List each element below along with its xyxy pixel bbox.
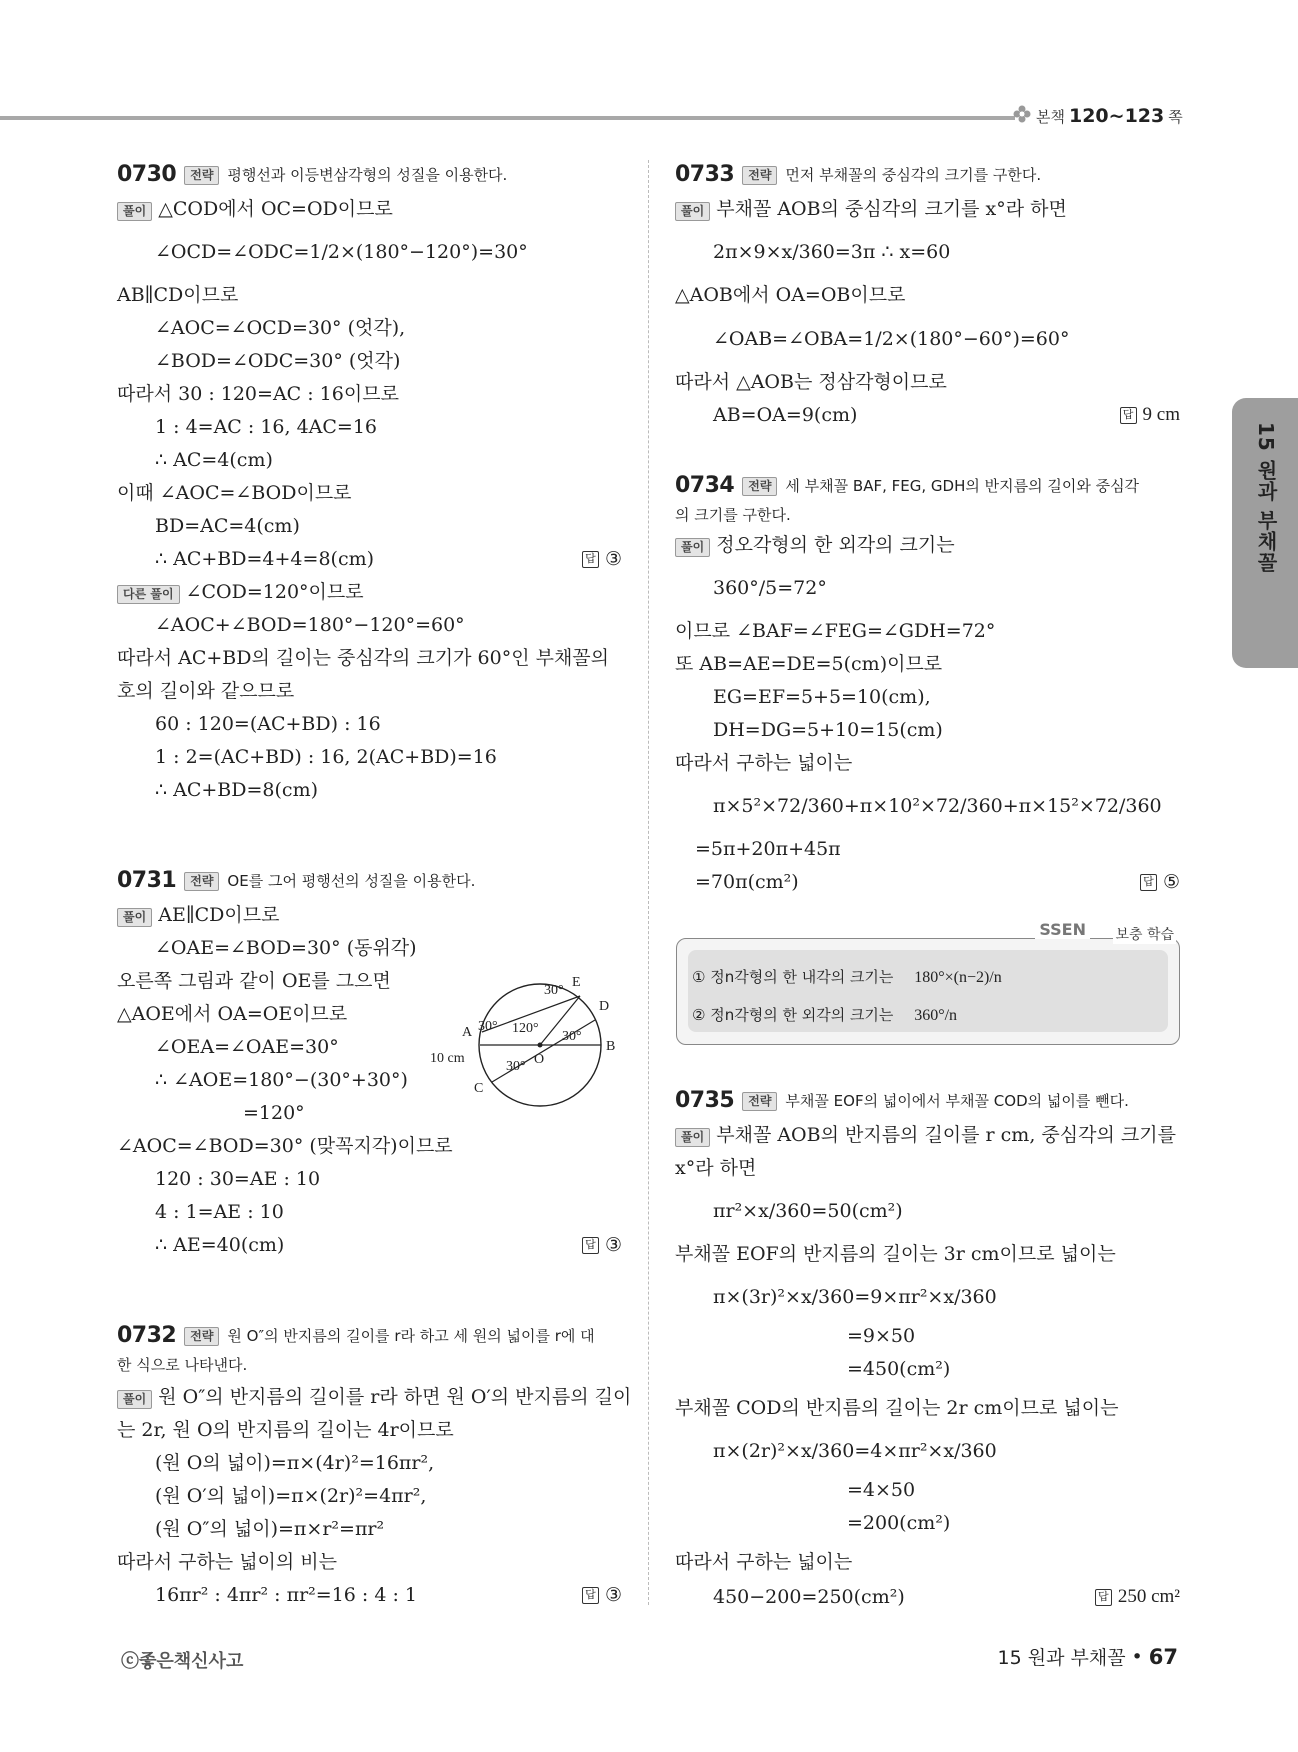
fig-angle-label: 30° xyxy=(544,983,564,998)
solution-line: =450(cm²) xyxy=(847,1358,951,1380)
solution-line: 부채꼴 COD의 반지름의 길이는 2r cm이므로 넓이는 xyxy=(675,1397,1119,1419)
strategy-text: 먼저 부채꼴의 중심각의 크기를 구한다. xyxy=(785,166,1042,184)
strategy-text-cont: 의 크기를 구한다. xyxy=(675,506,791,524)
solution-line: (원 O′의 넓이)=π×(2r)²=4πr², xyxy=(155,1485,427,1507)
solution-line: 는 2r, 원 O의 반지름의 길이는 4r이므로 xyxy=(117,1419,454,1441)
solution-line: 풀이 부채꼴 AOB의 반지름의 길이를 r cm, 중심각의 크기를 xyxy=(675,1122,1176,1148)
solution-line: ∴ AC=4(cm) xyxy=(155,449,273,471)
problem-number: 0732 xyxy=(117,1323,177,1348)
alt-solution-line: ∴ AC+BD=8(cm) xyxy=(155,779,318,801)
solution-line: =9×50 xyxy=(847,1325,916,1347)
solution-line: AB∥CD이므로 xyxy=(117,284,239,306)
fig-point-label: D xyxy=(599,999,610,1014)
ssen-supplement-box xyxy=(676,920,1180,1045)
solution-line: ∴ AC+BD=4+4=8(cm) xyxy=(155,548,375,570)
solution-line: ∴ ∠AOE=180°−(30°+30°) xyxy=(155,1069,408,1091)
fig-point-label: O xyxy=(534,1052,545,1067)
answer-0732: 답 ③ xyxy=(582,1584,622,1607)
strategy-text: 평행선과 이등변삼각형의 성질을 이용한다. xyxy=(227,166,508,184)
solution-line: △AOB에서 OA=OB이므로 xyxy=(675,284,906,306)
solution-line: 4 : 1=AE : 10 xyxy=(155,1201,284,1223)
answer-0735: 답 250 cm² xyxy=(1095,1586,1180,1608)
solution-line: ∠AOC=∠BOD=30° (맞꼭지각)이므로 xyxy=(117,1135,453,1157)
strategy-text: 원 O″의 반지름의 길이를 r라 하고 세 원의 넓이를 r에 대 xyxy=(227,1327,595,1345)
solution-line: 풀이 AE∥CD이므로 xyxy=(117,902,279,928)
solution-line: ∠OAE=∠BOD=30° (동위각) xyxy=(155,937,417,959)
solution-line: ∠OEA=∠OAE=30° xyxy=(155,1036,339,1058)
header-range: 120~123 xyxy=(1068,105,1165,127)
solution-line: 따라서 △AOB는 정삼각형이므로 xyxy=(675,371,947,393)
page-number: 67 xyxy=(1148,1644,1178,1669)
alt-solution-tag: 다른 풀이 xyxy=(117,585,180,604)
solution-line: AB=OA=9(cm) xyxy=(713,404,858,426)
fig-point-label: E xyxy=(572,975,581,990)
solution-line: ∠OCD=∠ODC=1/2×(180°−120°)=30° xyxy=(155,241,528,263)
alt-solution-line: 60 : 120=(AC+BD) : 16 xyxy=(155,713,381,735)
solution-line: 풀이 정오각형의 한 외각의 크기는 xyxy=(675,532,955,558)
strategy-tag: 전략 xyxy=(184,166,219,185)
fig-point-label: A xyxy=(462,1025,473,1040)
fig-angle-label: 120° xyxy=(512,1021,539,1036)
solution-line: BD=AC=4(cm) xyxy=(155,515,300,537)
problem-0735-header xyxy=(675,1088,1129,1114)
answer-icon: 답 xyxy=(1140,874,1157,891)
solution-line: ∠BOD=∠ODC=30° (엇각) xyxy=(155,350,401,372)
solution-line: 오른쪽 그림과 같이 OE를 그으면 xyxy=(117,970,391,992)
solution-line: πr²×x/360=50(cm²) xyxy=(713,1200,903,1222)
strategy-tag: 전략 xyxy=(742,1092,777,1111)
ssen-row-1: ① 정n각형의 한 내각의 크기는 180°×(n−2)/n xyxy=(692,968,1002,986)
strategy-tag: 전략 xyxy=(184,872,219,891)
solution-tag: 풀이 xyxy=(117,908,152,927)
column-divider xyxy=(648,160,649,1605)
alt-solution-line: 다른 풀이 ∠COD=120°이므로 xyxy=(117,579,364,605)
solution-line: 2π×9×x/360=3π ∴ x=60 xyxy=(713,241,951,263)
footer-chapter: 15 원과 부채꼴 xyxy=(997,1647,1126,1669)
solution-tag: 풀이 xyxy=(675,202,710,221)
answer-0733: 답 9 cm xyxy=(1120,404,1180,426)
solution-line: 1 : 4=AC : 16, 4AC=16 xyxy=(155,416,378,438)
answer-icon: 답 xyxy=(1120,407,1137,424)
solution-tag: 풀이 xyxy=(117,1390,152,1409)
solution-line: π×5²×72/360+π×10²×72/360+π×15²×72/360 xyxy=(713,795,1162,817)
solution-tag: 풀이 xyxy=(675,538,710,557)
solution-line: 360°/5=72° xyxy=(713,577,827,599)
solution-line: π×(3r)²×x/360=9×πr²×x/360 xyxy=(713,1286,997,1308)
solution-line: =70π(cm²) xyxy=(695,871,799,893)
chapter-side-tab xyxy=(1232,398,1298,668)
solution-line: =4×50 xyxy=(847,1479,916,1501)
solution-line: 따라서 구하는 넓이의 비는 xyxy=(117,1551,338,1573)
answer-0731: 답 ③ xyxy=(582,1234,622,1257)
solution-line: =5π+20π+45π xyxy=(695,838,841,860)
alt-solution-line: 호의 길이와 같으므로 xyxy=(117,680,295,702)
answer-0734: 답 ⑤ xyxy=(1140,871,1180,894)
problem-number: 0731 xyxy=(117,868,177,893)
solution-line: ∴ AE=40(cm) xyxy=(155,1234,285,1256)
flower-icon xyxy=(1012,104,1032,128)
solution-tag: 풀이 xyxy=(675,1128,710,1147)
solution-line: π×(2r)²×x/360=4×πr²×x/360 xyxy=(713,1440,997,1462)
solution-line: 120 : 30=AE : 10 xyxy=(155,1168,321,1190)
solution-line: 16πr² : 4πr² : πr²=16 : 4 : 1 xyxy=(155,1584,418,1606)
answer-0730: 답 ③ xyxy=(582,548,622,571)
footer-separator: • xyxy=(1131,1645,1143,1668)
solution-line: (원 O의 넓이)=π×(4r)²=16πr², xyxy=(155,1452,435,1474)
solution-line: 부채꼴 EOF의 반지름의 길이는 3r cm이므로 넓이는 xyxy=(675,1243,1116,1265)
problem-0731-header xyxy=(117,868,475,894)
answer-icon: 답 xyxy=(582,551,599,568)
solution-line: =120° xyxy=(243,1102,305,1124)
answer-icon: 답 xyxy=(582,1587,599,1604)
alt-solution-line: 따라서 AC+BD의 길이는 중심각의 크기가 60°인 부채꼴의 xyxy=(117,647,610,669)
fig-angle-label: 30° xyxy=(478,1019,498,1034)
problem-0730-header xyxy=(117,162,507,188)
solution-line: 따라서 구하는 넓이는 xyxy=(675,752,853,774)
ssen-brand: SSEN xyxy=(1035,920,1090,939)
solution-line: 풀이 △COD에서 OC=OD이므로 xyxy=(117,196,393,222)
solution-line: △AOE에서 OA=OE이므로 xyxy=(117,1003,348,1025)
fig-radius-label: 10 cm xyxy=(430,1051,465,1066)
answer-icon: 답 xyxy=(1095,1589,1112,1606)
solution-line: 따라서 30 : 120=AC : 16이므로 xyxy=(117,383,399,405)
strategy-tag: 전략 xyxy=(184,1327,219,1346)
header-page-reference xyxy=(1012,104,1183,128)
footer-publisher: ⓒ좋은책신사고 xyxy=(121,1651,244,1672)
fig-angle-label: 30° xyxy=(506,1059,526,1074)
solution-line: 또 AB=AE=DE=5(cm)이므로 xyxy=(675,653,943,675)
circle-figure-0731 xyxy=(430,970,630,1110)
solution-line: =200(cm²) xyxy=(847,1512,951,1534)
solution-line: 이므로 ∠BAF=∠FEG=∠GDH=72° xyxy=(675,620,996,642)
strategy-text: OE를 그어 평행선의 성질을 이용한다. xyxy=(227,872,476,890)
header-unit: 쪽 xyxy=(1168,107,1183,126)
solution-tag: 풀이 xyxy=(117,202,152,221)
chapter-side-tab-label: 15 원과 부채꼴 xyxy=(1254,422,1278,573)
header-rule xyxy=(0,116,1015,120)
fig-angle-label: 30° xyxy=(562,1029,582,1044)
fig-point-label: C xyxy=(474,1081,484,1096)
problem-0733-header xyxy=(675,162,1041,188)
problem-number: 0735 xyxy=(675,1088,735,1113)
problem-number: 0734 xyxy=(675,473,735,498)
ssen-row-2-fraction: 360°/n xyxy=(914,1007,958,1024)
strategy-tag: 전략 xyxy=(742,477,777,496)
header-label: 본책 xyxy=(1036,107,1065,126)
fig-point-label: B xyxy=(606,1039,616,1054)
ssen-row-1-fraction: 180°×(n−2)/n xyxy=(914,969,1002,986)
problem-number: 0733 xyxy=(675,162,735,187)
solution-line: 450−200=250(cm²) xyxy=(713,1586,905,1608)
solution-line: 따라서 구하는 넓이는 xyxy=(675,1551,853,1573)
strategy-text: 부채꼴 EOF의 넓이에서 부채꼴 COD의 넓이를 뺀다. xyxy=(785,1092,1129,1110)
problem-0734-header xyxy=(675,473,1139,499)
footer-page-info xyxy=(998,1643,1178,1670)
solution-line: x°라 하면 xyxy=(675,1157,757,1179)
alt-solution-line: ∠AOC+∠BOD=180°−120°=60° xyxy=(155,614,465,636)
solution-line: 풀이 원 O″의 반지름의 길이를 r라 하면 원 O′의 반지름의 길이 xyxy=(117,1384,631,1410)
solution-line: DH=DG=5+10=15(cm) xyxy=(713,719,943,741)
answer-icon: 답 xyxy=(582,1237,599,1254)
ssen-row-2: ② 정n각형의 한 외각의 크기는 360°/n xyxy=(692,1006,958,1024)
solution-line: ∠AOC=∠OCD=30° (엇각), xyxy=(155,317,406,339)
solution-line: ∠OAB=∠OBA=1/2×(180°−60°)=60° xyxy=(713,328,1070,350)
solution-line: (원 O″의 넓이)=π×r²=πr² xyxy=(155,1518,385,1540)
strategy-text-cont: 한 식으로 나타낸다. xyxy=(117,1356,248,1374)
strategy-text: 세 부채꼴 BAF, FEG, GDH의 반지름의 길이와 중심각 xyxy=(785,477,1140,495)
problem-number: 0730 xyxy=(117,162,177,187)
ssen-label: 보충 학습 xyxy=(1113,924,1176,944)
solution-line: EG=EF=5+5=10(cm), xyxy=(713,686,931,708)
alt-solution-line: 1 : 2=(AC+BD) : 16, 2(AC+BD)=16 xyxy=(155,746,497,768)
solution-line: 이때 ∠AOC=∠BOD이므로 xyxy=(117,482,352,504)
strategy-tag: 전략 xyxy=(742,166,777,185)
problem-0732-header xyxy=(117,1323,595,1349)
solution-line: 풀이 부채꼴 AOB의 중심각의 크기를 x°라 하면 xyxy=(675,196,1067,222)
